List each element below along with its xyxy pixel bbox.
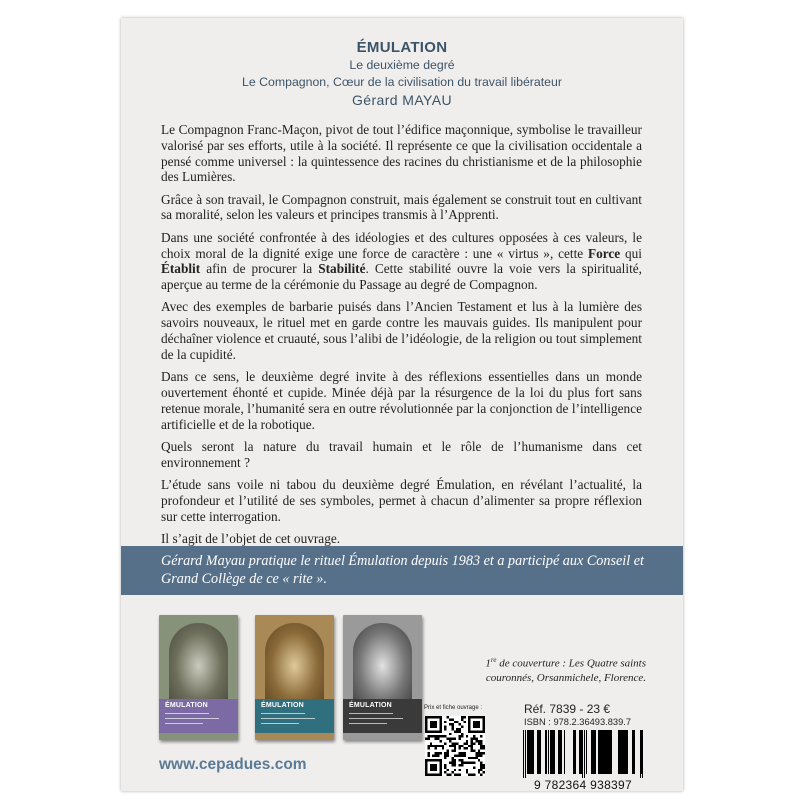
barcode-icon xyxy=(521,730,645,778)
book-thumbnail-title: ÉMULATION xyxy=(349,702,392,709)
book-title: ÉMULATION xyxy=(356,39,448,56)
author-bio: Gérard Mayau pratique le rituel Émulation depuis 1983 et a participé aux Conseil et Grand Collège de ce « rite ». xyxy=(161,553,644,587)
book-subtitle-degree: Le deuxième degré xyxy=(349,58,455,72)
blurb-text xyxy=(161,122,642,553)
blurb-paragraph-1: Le Compagnon Franc-Maçon, pivot de tout l’édifice maçonnique, symbolise le travailleur valorisé par ses efforts, utile à la société. Il représente ce que la civilisation occidentale a pensé comme universel : la quintessence des racines du christianisme et de la philosophie des Lumières. xyxy=(161,122,642,185)
blurb-paragraph-5: Dans ce sens, le deuxième degré invite à des réflexions essentielles dans un monde ouvertement éhonté et cupide. Minée déjà par la résurgence de la loi du plus fort sans retenue morale, l’humanité sera en outre révolutionnée par la conjonction de l’intelligence artificielle et de la robotique. xyxy=(161,369,642,432)
book-thumbnail-1 xyxy=(159,615,238,740)
blurb-paragraph-3: Dans une société confrontée à des idéologies et des cultures opposées à ces valeurs, le choix moral de la dignité exige une force de caractère : une « virtus », cette Force qui Établit afin de procurer la Stabilité. Cette stabilité ouvre la voie vers la spiritualité, aperçue au terme de la cérémonie du Passage au degré de Compagnon. xyxy=(161,229,642,293)
book-thumbnail-title: ÉMULATION xyxy=(165,702,208,709)
emphasis-etablit: Établit xyxy=(161,261,201,277)
emphasis-force: Force xyxy=(587,245,621,261)
blurb-paragraph-6: Quels seront la nature du travail humain et le rôle de l’humanisme dans cet environnement ? xyxy=(161,438,642,470)
book-thumbnail-2 xyxy=(255,615,334,740)
qr-code-icon[interactable] xyxy=(425,716,485,776)
author-name: Gérard MAYAU xyxy=(352,92,452,108)
blurb-paragraph-8: Il s’agit de l’objet de cet ouvrage. xyxy=(161,530,341,546)
cathedral-illustration xyxy=(353,623,412,701)
author-bio-band xyxy=(121,546,683,595)
cathedral-illustration xyxy=(169,623,228,701)
isbn-text: ISBN : 978.2.36493.839.7 xyxy=(524,717,631,727)
book-thumbnail-3 xyxy=(343,615,422,740)
cathedral-illustration xyxy=(265,623,324,701)
book-subtitle: Le Compagnon, Cœur de la civilisation du travail libérateur xyxy=(242,75,562,89)
book-thumbnail-title: ÉMULATION xyxy=(261,702,304,709)
blurb-paragraph-4: Avec des exemples de barbarie puisés dans l’Ancien Testament et lus à la lumière des savoirs nouveaux, le rituel met en garde contre les mauvais guides. Ils manipulent pour déchaîner violence et cruauté, sous l’alibi de l’idéologie, de la religion ou tout simplement de la cupidité. xyxy=(161,299,642,362)
blurb-paragraph-2: Grâce à son travail, le Compagnon construit, mais également se construit tout en cultivant sa moralité, selon les valeurs et principes transmis à l’Apprenti. xyxy=(161,191,642,223)
reference-price: Réf. 7839 - 23 € xyxy=(524,702,611,716)
cover-image-credit: 1re de couverture : Les Quatre saints couronnés, Orsanmichele, Florence. xyxy=(485,656,646,684)
emphasis-stabilite: Stabilité xyxy=(318,261,366,277)
back-cover xyxy=(121,18,683,791)
barcode-digits: 9 782364 938397 xyxy=(534,778,632,792)
blurb-paragraph-7: L’étude sans voile ni tabou du deuxième degré Émulation, en révélant l’actualité, la profondeur et l’utilité de ses symboles, permet à chacun d’alimenter sa propre réflexion sur cette interrogation. xyxy=(161,476,642,524)
publisher-website-link[interactable]: www.cepadues.com xyxy=(159,756,307,773)
price-label: Prix et fiche ouvrage : xyxy=(424,705,483,711)
